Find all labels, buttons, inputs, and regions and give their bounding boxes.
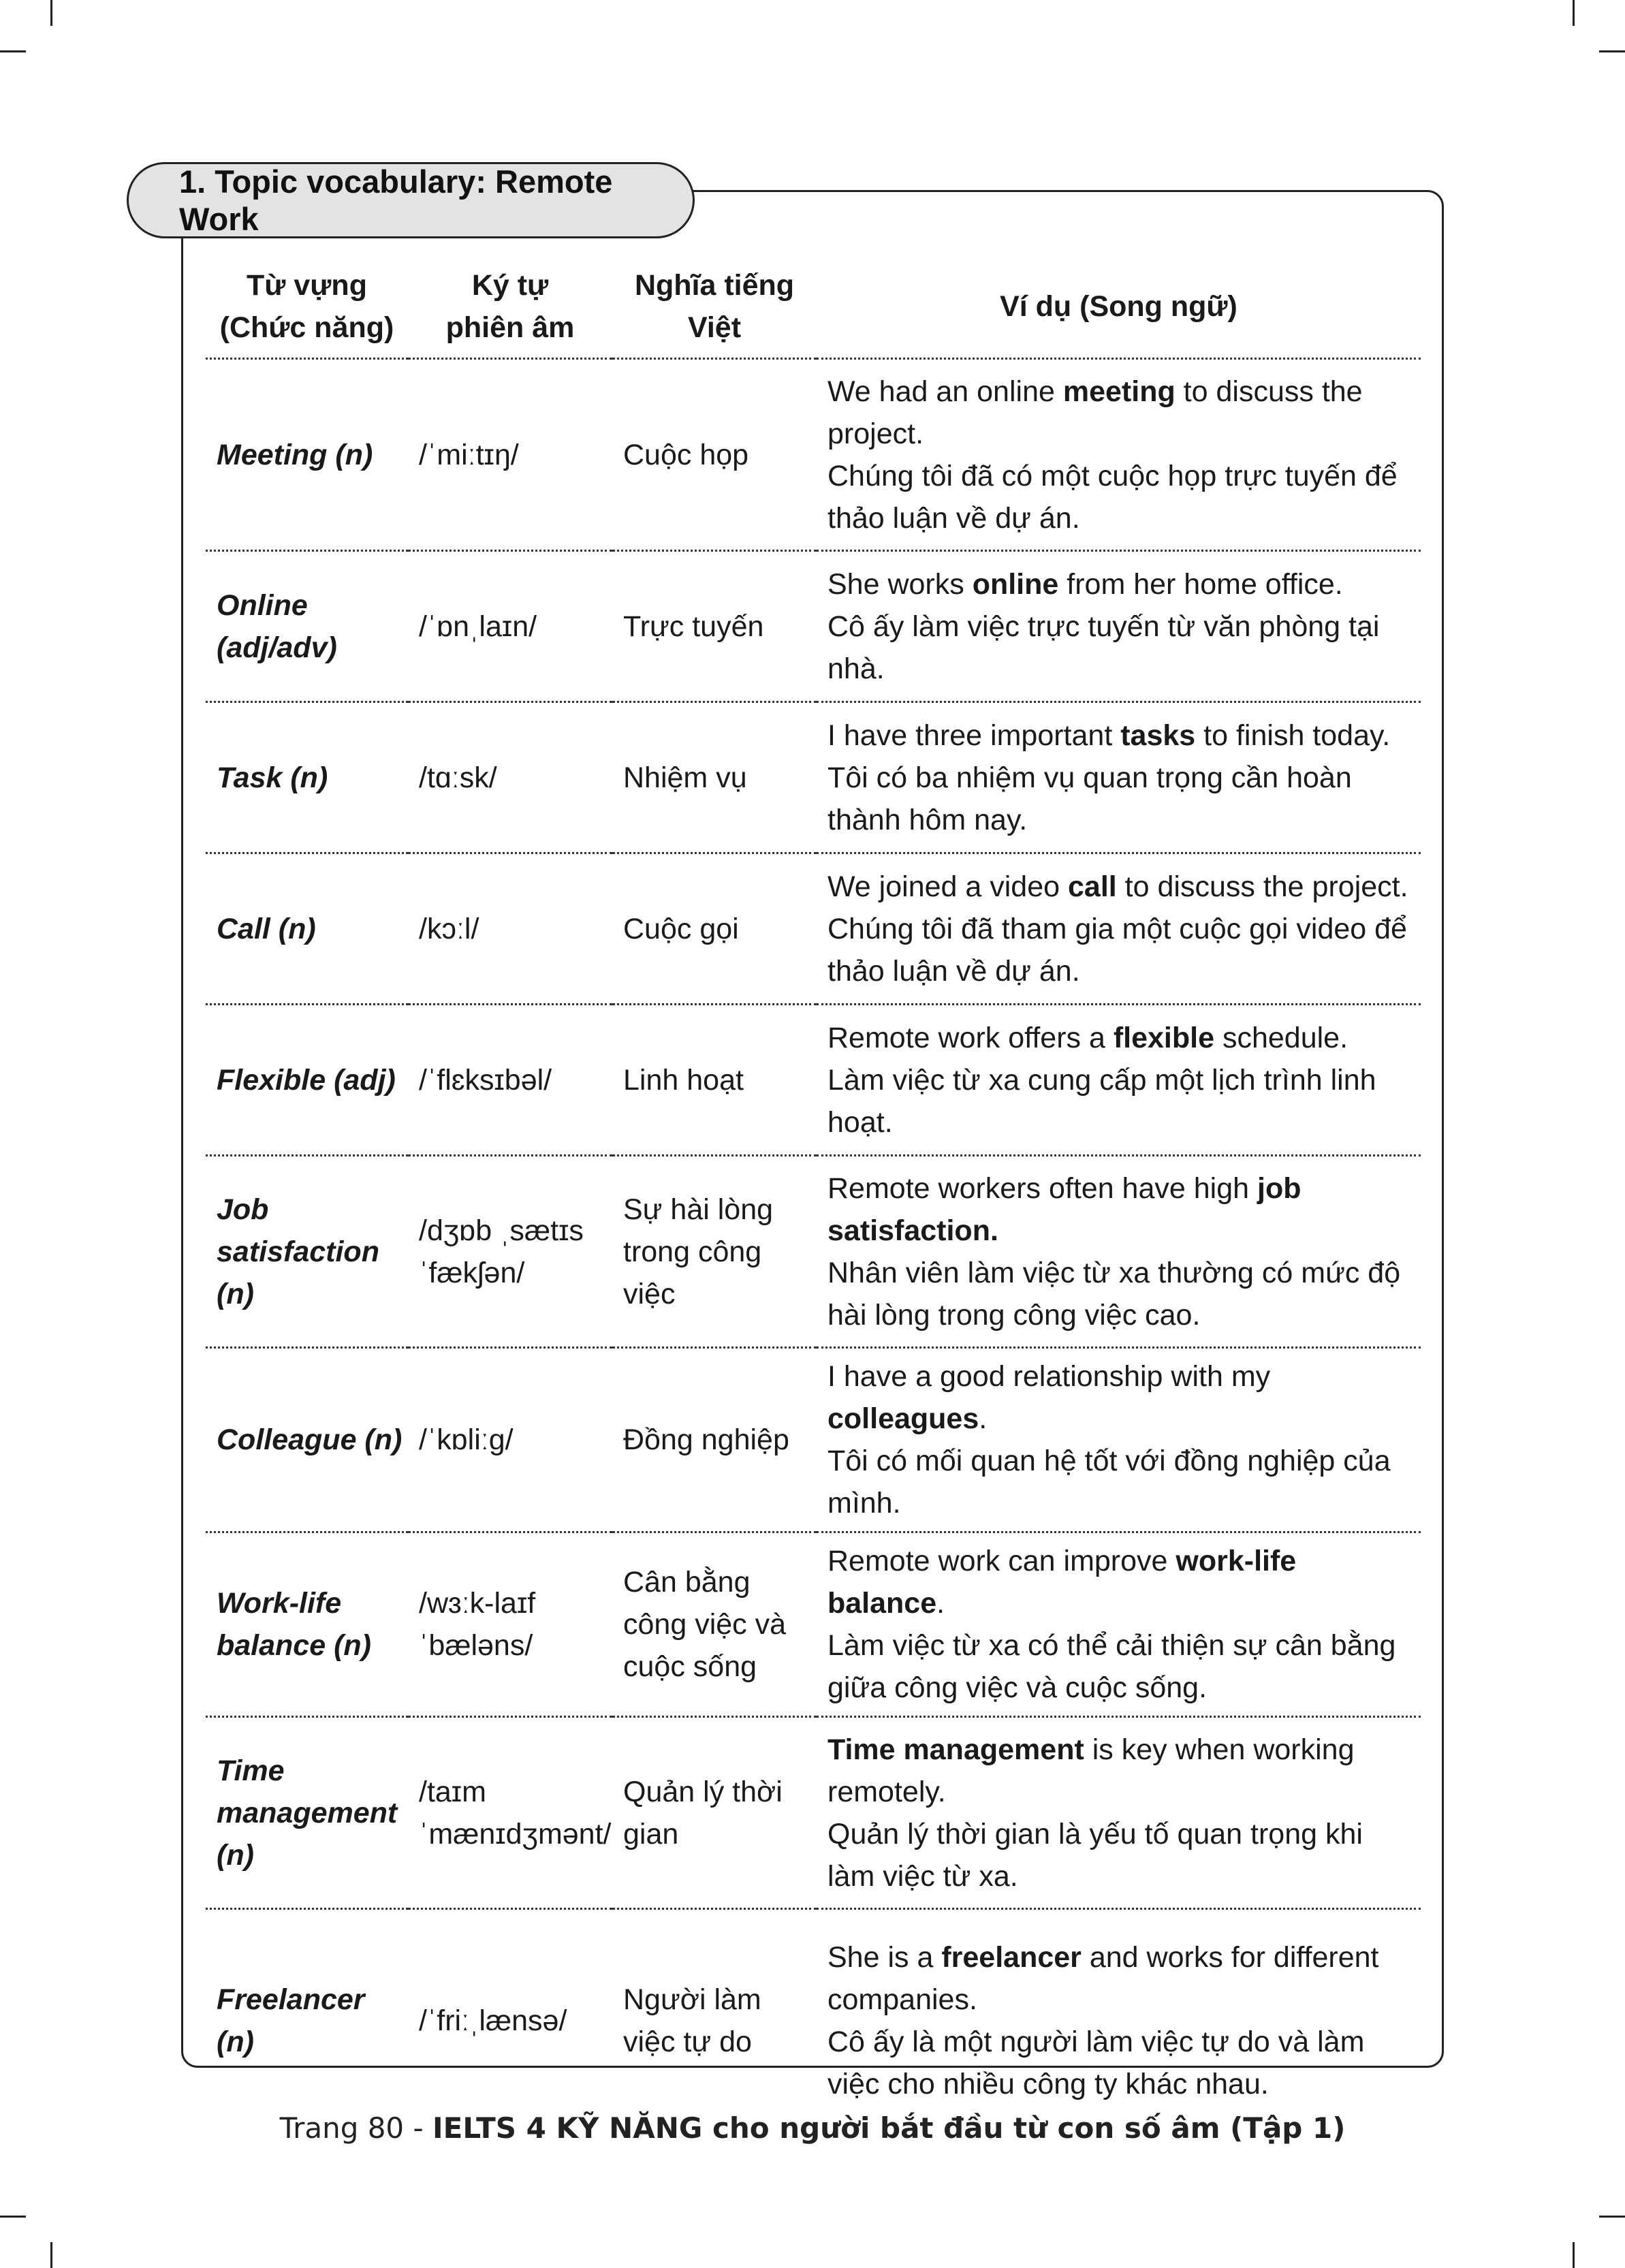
example-english-before: She works bbox=[827, 567, 973, 601]
vocab-meaning: Linh hoạt bbox=[612, 1005, 817, 1156]
example-vietnamese: Chúng tôi đã có một cuộc họp trực tuyến để thảo luận về dự án. bbox=[827, 459, 1398, 535]
vocab-example bbox=[817, 1348, 1421, 1532]
example-english bbox=[827, 1017, 1415, 1059]
vocab-word: Task (n) bbox=[206, 702, 408, 853]
example-vietnamese: Tôi có ba nhiệm vụ quan trọng cần hoàn thành hôm nay. bbox=[827, 761, 1352, 836]
example-english bbox=[827, 1729, 1415, 1813]
example-english-after: . bbox=[936, 1587, 945, 1620]
vocab-ipa: /kɔːl/ bbox=[408, 853, 612, 1005]
table-row bbox=[206, 1532, 1421, 1717]
vocab-example bbox=[817, 853, 1421, 1005]
example-vietnamese: Tôi có mối quan hệ tốt với đồng nghiệp của mình. bbox=[827, 1445, 1391, 1519]
example-english bbox=[827, 866, 1415, 908]
table-row bbox=[206, 1717, 1421, 1909]
footer-book-title: IELTS 4 KỸ NĂNG cho người bắt đầu từ con số âm (Tập 1) bbox=[432, 2111, 1346, 2145]
example-english bbox=[827, 1355, 1415, 1440]
header-word: Từ vựng (Chức năng) bbox=[206, 255, 408, 359]
vocab-meaning: Đồng nghiệp bbox=[612, 1348, 817, 1532]
vocab-example bbox=[817, 1717, 1421, 1909]
vocab-ipa: /ˈɒnˌlaɪn/ bbox=[408, 551, 612, 702]
example-vietnamese: Làm việc từ xa cung cấp một lịch trình linh hoạt. bbox=[827, 1063, 1376, 1139]
vocab-ipa: /tɑːsk/ bbox=[408, 702, 612, 853]
example-english-before: Remote work offers a bbox=[827, 1021, 1114, 1054]
crop-mark bbox=[50, 0, 52, 26]
vocab-ipa: /wɜːk-laɪf ˈbæləns/ bbox=[408, 1532, 612, 1717]
vocab-word: Job satisfaction (n) bbox=[206, 1156, 408, 1348]
example-english-after: is key when working remotely. bbox=[827, 1733, 1355, 1808]
example-english bbox=[827, 1540, 1415, 1624]
vocab-word: Flexible (adj) bbox=[206, 1005, 408, 1156]
example-vietnamese: Cô ấy là một người làm việc tự do và làm việc cho nhiều công ty khác nhau. bbox=[827, 2026, 1365, 2101]
example-english-before: She is a bbox=[827, 1941, 942, 1974]
vocab-meaning: Sự hài lòng trong công việc bbox=[612, 1156, 817, 1348]
example-english-keyword: Time management bbox=[827, 1733, 1084, 1766]
vocab-meaning: Cân bằng công việc và cuộc sống bbox=[612, 1532, 817, 1717]
example-english-after: . bbox=[979, 1402, 988, 1435]
page-footer bbox=[0, 2111, 1625, 2145]
table-row bbox=[206, 702, 1421, 853]
crop-mark bbox=[1599, 2216, 1625, 2218]
vocab-example bbox=[817, 359, 1421, 551]
example-english bbox=[827, 1936, 1415, 2021]
example-english-before: We joined a video bbox=[827, 870, 1068, 903]
table-row bbox=[206, 1005, 1421, 1156]
vocab-example bbox=[817, 1909, 1421, 2132]
example-english bbox=[827, 1167, 1415, 1252]
example-english-keyword: call bbox=[1068, 870, 1117, 903]
table-row bbox=[206, 1909, 1421, 2132]
crop-mark bbox=[1573, 2242, 1575, 2268]
crop-mark bbox=[1573, 0, 1575, 26]
vocab-word: Online (adj/adv) bbox=[206, 551, 408, 702]
example-english-before: I have three important bbox=[827, 719, 1121, 752]
example-english-before: Remote work can improve bbox=[827, 1545, 1176, 1577]
example-english-after: schedule. bbox=[1214, 1021, 1348, 1054]
example-english-before: We had an online bbox=[827, 375, 1063, 408]
vocab-word: Freelancer (n) bbox=[217, 1983, 365, 2059]
vocab-word: Work-life balance (n) bbox=[206, 1532, 408, 1717]
vocab-meaning: Trực tuyến bbox=[612, 551, 817, 702]
example-vietnamese: Làm việc từ xa có thể cải thiện sự cân bằng giữa công việc và cuộc sống. bbox=[827, 1629, 1396, 1704]
example-english-after: to finish today. bbox=[1195, 719, 1391, 752]
footer-page-number: Trang 80 - bbox=[279, 2111, 433, 2145]
vocab-meaning: Người làm việc tự do bbox=[623, 1983, 761, 2059]
example-vietnamese: Cô ấy làm việc trực tuyến từ văn phòng tại nhà. bbox=[827, 610, 1380, 685]
example-english-keyword: tasks bbox=[1120, 719, 1196, 752]
vocab-word: Call (n) bbox=[206, 853, 408, 1005]
vocab-word: Colleague (n) bbox=[206, 1348, 408, 1532]
example-english-after: to discuss the project. bbox=[1116, 870, 1408, 903]
crop-mark bbox=[0, 2216, 26, 2218]
example-english-keyword: online bbox=[972, 567, 1059, 601]
example-english-keyword: job satisfaction. bbox=[827, 1171, 1301, 1247]
example-vietnamese: Quản lý thời gian là yếu tố quan trọng khi làm việc từ xa. bbox=[827, 1817, 1363, 1893]
header-example: Ví dụ (Song ngữ) bbox=[817, 255, 1421, 359]
vocab-example bbox=[817, 1532, 1421, 1717]
example-english-after: and works for different companies. bbox=[827, 1941, 1379, 2017]
example-english bbox=[827, 563, 1415, 605]
vocabulary-table bbox=[206, 255, 1421, 2132]
table-row bbox=[206, 551, 1421, 702]
example-english-keyword: meeting bbox=[1062, 375, 1176, 408]
section-title: 1. Topic vocabulary: Remote Work bbox=[127, 162, 695, 238]
example-english-keyword: freelancer bbox=[941, 1941, 1082, 1974]
example-english-keyword: colleagues bbox=[827, 1402, 979, 1435]
example-vietnamese: Nhân viên làm việc từ xa thường có mức độ hài lòng trong công việc cao. bbox=[827, 1256, 1401, 1332]
vocab-example bbox=[817, 702, 1421, 853]
table-row bbox=[206, 359, 1421, 551]
crop-mark bbox=[50, 2242, 52, 2268]
vocab-meaning: Cuộc gọi bbox=[612, 853, 817, 1005]
example-english-before: Remote workers often have high bbox=[827, 1171, 1257, 1205]
header-ipa: Ký tự phiên âm bbox=[408, 255, 612, 359]
vocab-meaning: Cuộc họp bbox=[612, 359, 817, 551]
crop-mark bbox=[0, 50, 26, 52]
vocab-meaning: Quản lý thời gian bbox=[612, 1717, 817, 1909]
vocab-ipa: /ˈmiːtɪŋ/ bbox=[408, 359, 612, 551]
table-header-row bbox=[206, 255, 1421, 359]
example-english-keyword: work-life balance bbox=[827, 1545, 1297, 1620]
vocab-ipa: /ˈfriːˌlænsə/ bbox=[419, 2004, 567, 2038]
header-meaning: Nghĩa tiếng Việt bbox=[612, 255, 817, 359]
table-row bbox=[206, 1156, 1421, 1348]
crop-mark bbox=[1599, 50, 1625, 52]
example-english-before: I have a good relationship with my bbox=[827, 1360, 1271, 1393]
table-row bbox=[206, 853, 1421, 1005]
example-english-keyword: flexible bbox=[1113, 1021, 1214, 1054]
vocab-example bbox=[817, 1005, 1421, 1156]
vocab-ipa: /taɪm ˈmænɪdʒmənt/ bbox=[408, 1717, 612, 1909]
example-english-after: from her home office. bbox=[1058, 567, 1343, 601]
vocab-meaning: Nhiệm vụ bbox=[612, 702, 817, 853]
example-english bbox=[827, 714, 1415, 757]
vocab-ipa: /ˈkɒliːɡ/ bbox=[408, 1348, 612, 1532]
vocab-example bbox=[817, 1156, 1421, 1348]
example-english bbox=[827, 371, 1415, 455]
vocab-example bbox=[817, 551, 1421, 702]
vocab-ipa: /ˈflɛksɪbəl/ bbox=[408, 1005, 612, 1156]
vocab-word: Time management (n) bbox=[206, 1717, 408, 1909]
example-english-after: to discuss the project. bbox=[827, 375, 1363, 450]
vocab-ipa: /dʒɒb ˌsætɪs ˈfækʃən/ bbox=[408, 1156, 612, 1348]
vocab-word: Meeting (n) bbox=[206, 359, 408, 551]
table-row bbox=[206, 1348, 1421, 1532]
example-vietnamese: Chúng tôi đã tham gia một cuộc gọi video để thảo luận về dự án. bbox=[827, 912, 1407, 988]
